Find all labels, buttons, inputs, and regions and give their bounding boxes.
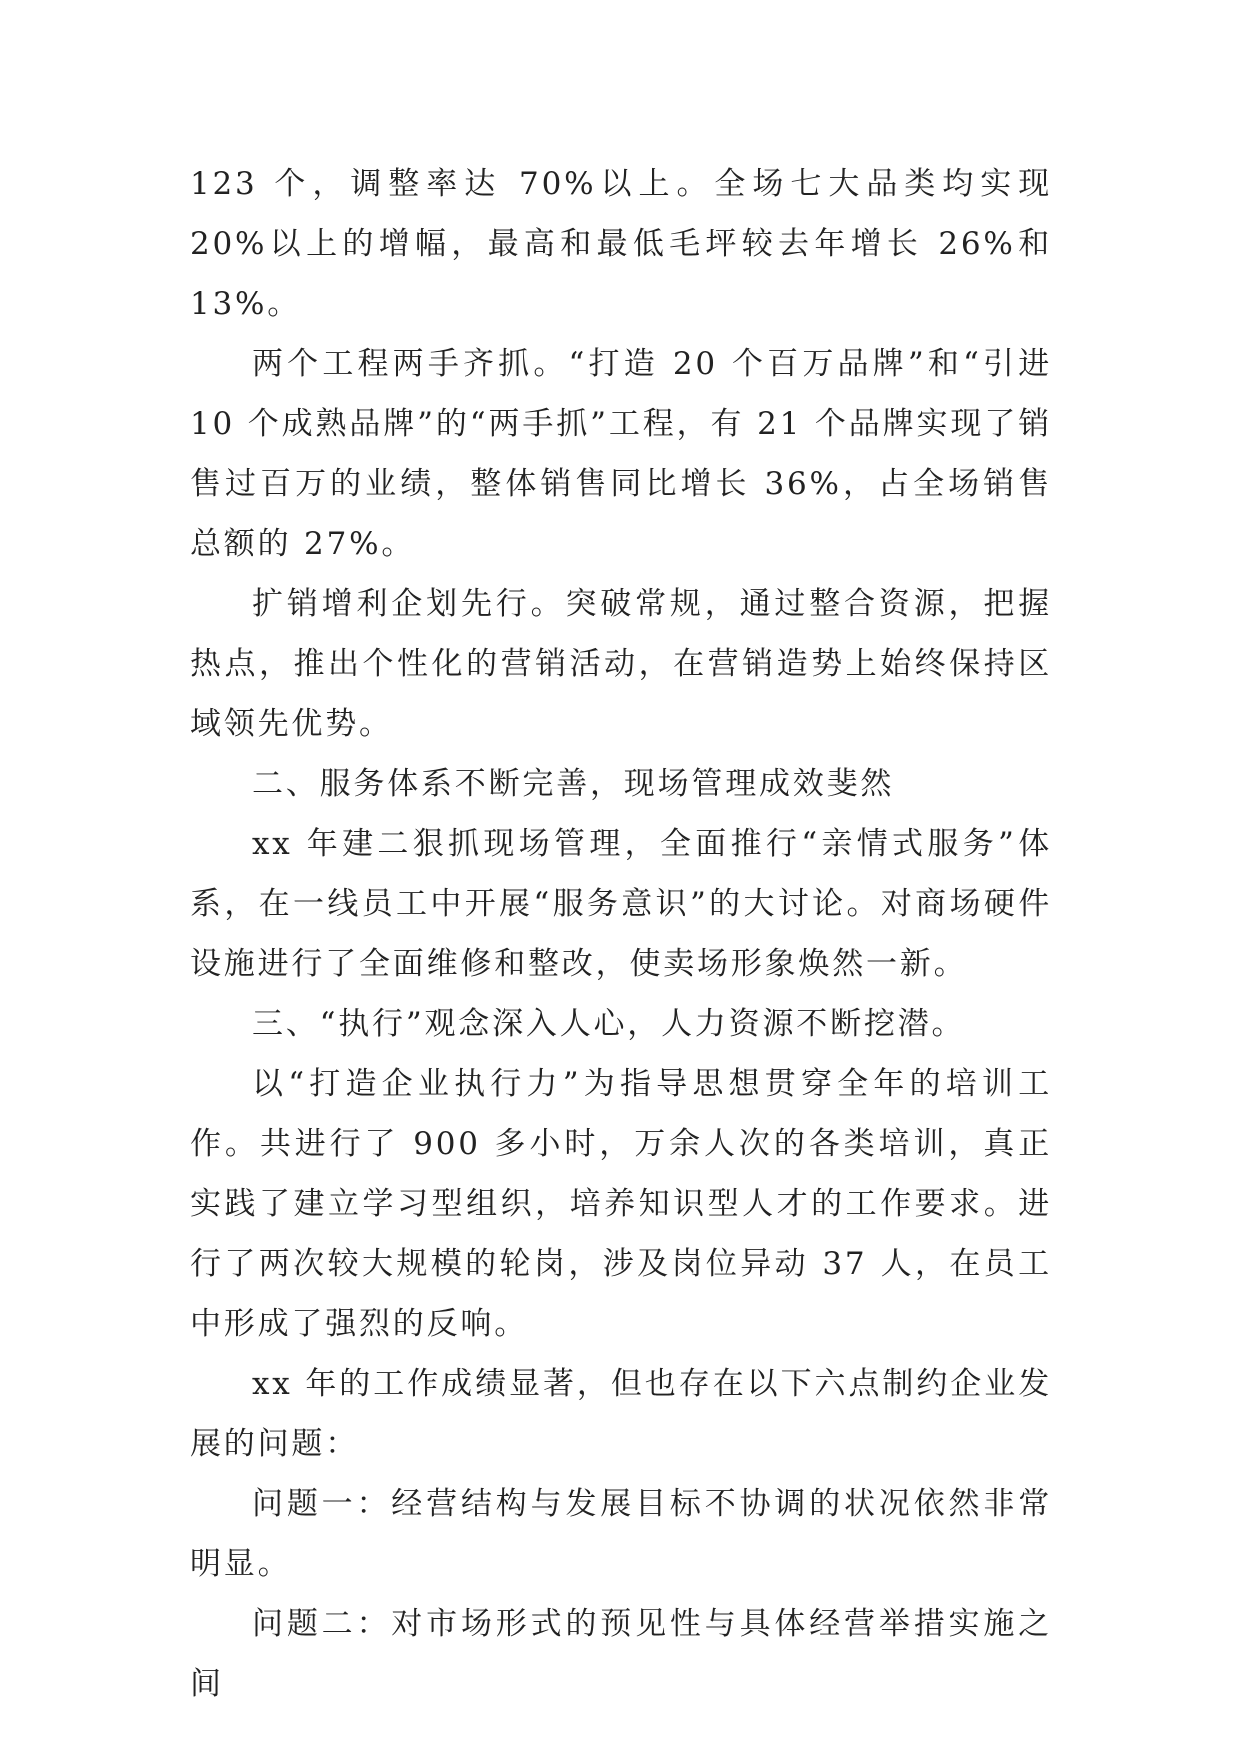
paragraph-service: xx 年建二狠抓现场管理，全面推行“亲情式服务”体系，在一线员工中开展“服务意识”的大讨论。对商场硬件设施进行了全面维修和整改，使卖场形象焕然一新。 [190, 826, 1052, 982]
paragraph-marketing: 扩销增利企划先行。突破常规，通过整合资源，把握热点，推出个性化的营销活动，在营销造势上始终保持区域领先优势。 [190, 586, 1052, 742]
section-heading-service: 二、服务体系不断完善，现场管理成效斐然 [252, 766, 895, 802]
document-body [190, 154, 1052, 1714]
paragraph-continuation: 123 个，调整率达 70%以上。全场七大品类均实现 20%以上的增幅，最高和最低毛坪较去年增长 26%和 13%。 [190, 166, 1052, 322]
paragraph-problem-two: 问题二：对市场形式的预见性与具体经营举措实施之间 [190, 1606, 1052, 1702]
paragraph-problem-one: 问题一：经营结构与发展目标不协调的状况依然非常明显。 [190, 1486, 1052, 1582]
section-heading-execution: 三、“执行”观念深入人心，人力资源不断挖潜。 [252, 1006, 966, 1042]
paragraph-two-projects: 两个工程两手齐抓。“打造 20 个百万品牌”和“引进 10 个成熟品牌”的“两手抓”工程，有 21 个品牌实现了销售过百万的业绩，整体销售同比增长 36%，占全场销售总额的 27%。 [190, 346, 1052, 562]
paragraph-training: 以“打造企业执行力”为指导思想贯穿全年的培训工作。共进行了 900 多小时，万余人次的各类培训，真正实践了建立学习型组织，培养知识型人才的工作要求。进行了两次较大规模的轮岗，涉及岗位异动 37 人，在员工中形成了强烈的反响。 [190, 1066, 1052, 1342]
paragraph-problems-intro: xx 年的工作成绩显著，但也存在以下六点制约企业发展的问题： [190, 1366, 1052, 1462]
